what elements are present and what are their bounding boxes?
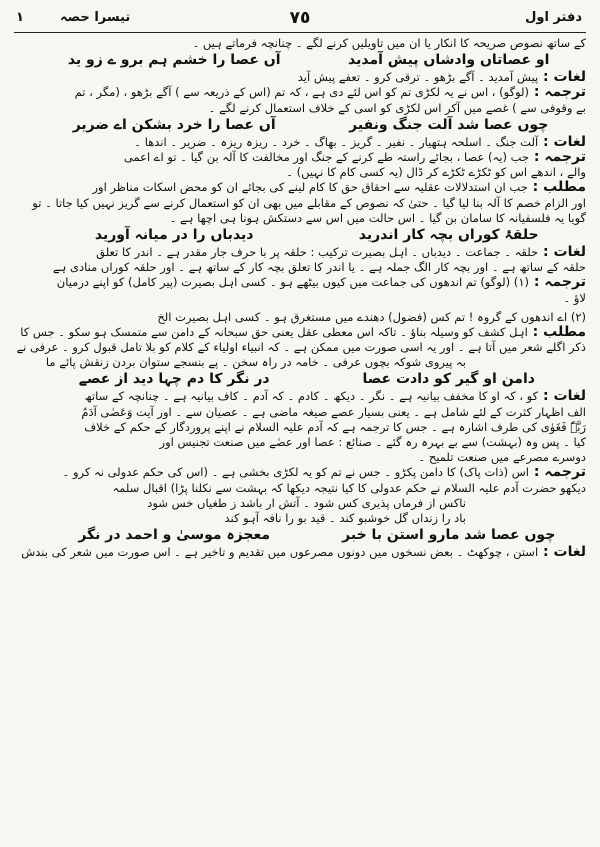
verse-couplet (14, 226, 586, 245)
text-line (14, 481, 586, 496)
line-text: جب (یہ) عصا ، بجائے راستہ طے کرنے کے جنگ اور مخالفت کا آلہ بن گیا ۔ تو اے اعمی (123, 150, 529, 165)
document-body (14, 36, 586, 560)
text-line (14, 85, 586, 100)
line-text: بے وقوفی سے ) غصے میں آکر اس لکڑی کو اسی کے خلاف استعمال کرنے لگے ۔ (208, 100, 586, 115)
text-line (14, 275, 586, 290)
text-line (14, 340, 586, 355)
section-label: مطلب : (527, 180, 586, 196)
verse-couplet (14, 51, 586, 70)
text-line (14, 310, 586, 325)
verse-couplet (14, 370, 586, 389)
text-line (14, 101, 586, 116)
quoted-verse: باد را زنداں گل خوشبو کند ۔ قید بو را نافہ آہو کند (224, 510, 466, 525)
text-line (14, 325, 586, 340)
line-text: دوسرے مصرعے میں صنعت تلمیح ۔ (418, 450, 586, 465)
text-line (14, 196, 586, 211)
line-text: حلقہ ۔ جماعت ۔ دیدباں ۔ اہل بصیرت ترکیب : حلقہ پر با حرف جار مقدر ہے ۔ اندر کا تعلق (96, 245, 539, 260)
verse-first-hemistich: چوں عصا شد مارو استن با خبر (342, 526, 556, 543)
section-label: ترجمہ : (529, 85, 586, 101)
line-text: اس (ذات پاک) کا دامن پکڑو ۔ جس نے تم کو یہ لکڑی بخشی ہے ۔ (اس کی حکم عدولی نہ کرو ۔ (62, 465, 529, 480)
book-section-title: دفتر اول (525, 10, 582, 25)
part-title: تیسرا حصہ (60, 10, 131, 25)
section-label: مطلب : (527, 325, 586, 341)
page-number: ٧٥ (289, 8, 311, 28)
line-text: الف اظہار کثرت کے لئے شامل ہے ۔ یعنی بسیار عصے صیغہ ماضی ہے ۔ عصیان سے ۔ اور آیت وَعَصٰی آدَمُ (81, 404, 586, 419)
text-line (14, 405, 586, 420)
line-text: (۲) اے اندھوں کے گروہ ! تم کس (فضول) دھندے میں مستغرق ہو ۔ کسی اہل بصیرت الخ (157, 309, 586, 324)
text-line (14, 291, 586, 306)
line-text: پیش آمدید ۔ آگے بڑھو ۔ ترقی کرو ۔ تعفے پیش آید (297, 70, 539, 85)
line-text: لاؤ ۔ (563, 290, 586, 305)
verse-second-hemistich: معجزہ موسیٰ و احمد در نگر (78, 526, 271, 543)
text-line (14, 545, 586, 560)
page-header (14, 8, 586, 30)
text-line (14, 435, 586, 450)
verse-second-hemistich: آں عصا را خرد بشکن اے ضریر (72, 116, 276, 133)
quoted-verse: بہ پیروی شوکہ بچوں عرفی ۔ خامہ در راہ سخن ۔ پے بنسجے ستوان بردن زنقش پائے ما (45, 355, 466, 370)
line-text: (۱) (لوگو) تم اندھوں کی جماعت میں کیوں بیٹھے ہو ۔ کسی اہل بصیرت (پیر کامل) کو اپنے درمیان (56, 275, 529, 290)
line-text: کیا ۔ پس وہ (بہشت) سے بے بہرہ رہ گئے ۔ صنائع : عصا اور عصٰے میں صنعت تجنیس اور (159, 435, 586, 450)
text-line (14, 180, 586, 195)
text-line (14, 165, 586, 180)
section-label: لغات : (538, 134, 586, 150)
text-line (14, 135, 586, 150)
quoted-verse: ناکس از فرماں پذیری کس شود ۔ آتش ار باشد ز طغیاں خس شود (147, 495, 466, 510)
line-text: کے ساتھ نصوص صریحہ کا انکار یا ان میں تاویلیں کرنے لگے ۔ چنانچہ فرماتے ہیں ۔ (192, 36, 586, 50)
text-line (14, 36, 586, 51)
text-line (14, 465, 586, 480)
verse-couplet (14, 116, 586, 135)
line-text: آلت جنگ ۔ اسلحہ ہتھیار ۔ نفیر ۔ گریز ۔ بھاگ ۔ خرد ۔ ریزہ ریزہ ۔ ضریر ۔ اندھا ۔ (134, 134, 539, 149)
section-label: لغات : (538, 544, 586, 560)
line-text: دیکھو حضرت آدم علیہ السلام نے حکم عدولی کا کیا نتیجہ دیکھا کہ بہشت سے نکلنا پڑا) اقبال سلمہ (112, 480, 586, 495)
text-line (14, 70, 586, 85)
verse-first-hemistich: دامن او گیر کو دادت عصا (362, 371, 535, 388)
line-text: (لوگو) ، اس نے یہ لکڑی تم کو اس لئے دی ہے ، کہ تم (اس کے ذریعہ سے ) آگے بڑھو ، (مگر ، تم (74, 85, 529, 100)
section-label: ترجمہ : (529, 465, 586, 481)
line-text: اور الزام خصم کا آلہ بنا لیا گیا ۔ حتیٰ کہ نصوص کے مقابلے میں بھی ان کو استعمال کرنے سے گریز نہیں کیا جاتا ۔ تو (32, 195, 586, 210)
section-label: ترجمہ : (529, 275, 586, 291)
section-label: لغات : (538, 70, 586, 86)
text-line (14, 245, 586, 260)
verse-second-hemistich: دیدباں را در میانہ آورید (94, 227, 254, 244)
verse-second-hemistich: آں عصا را خشم ہم برو ے زو ید (67, 52, 281, 69)
line-text: جب ان استدلالات عقلیہ سے احقاق حق کا کام لینے کی بجائے ان کو محض اسکات مناظر اور (92, 180, 528, 195)
verse-first-hemistich: او عصاتاں وادشاں پیش آمدید (348, 52, 550, 69)
text-line (14, 260, 586, 275)
line-text: اہل کشف کو وسیلہ بناؤ ۔ تاکہ اس معطی عقل یعنی حق سبحانہ کے دامن سے متمسک ہو سکو ۔ جس کا (20, 325, 528, 340)
section-label: لغات : (538, 389, 586, 405)
section-label: لغات : (538, 245, 586, 261)
verse-second-hemistich: در نگر کا دم چہا دید از عصے (78, 371, 270, 388)
line-text: حلقہ کے ساتھ ہے ۔ اور بچہ کار الگ جملہ ہے ۔ یا اندر کا تعلق بچہ کار کے ساتھ ہے ۔ اور حلقہ کوراں منادی ہے (52, 260, 586, 275)
line-text: والے ، اندھے اس کو ٹکڑے ٹکڑے کر ڈال (یہ کسی کام کا نہیں) ۔ (286, 165, 586, 180)
line-text: کو ، کہ او کا مخفف بیانیہ ہے ۔ نگر ۔ دیکھ ۔ کادم ۔ کہ آدم ۔ کاف بیانیہ ہے ۔ چنانچہ کے ساتھ (84, 389, 539, 404)
header-rule (14, 32, 586, 33)
text-line (14, 150, 586, 165)
section-label: ترجمہ : (529, 150, 586, 166)
text-line (14, 389, 586, 404)
line-text: گویا یہ فلسفیانہ کا سامان بن گیا ۔ اس حالت میں اس سے دستکش ہونا ہی اچھا ہے ۔ (169, 210, 586, 225)
edge-mark: ١ (16, 10, 24, 25)
verse-first-hemistich: چوں عصا شد آلت جنگ ونفیر (349, 116, 549, 133)
verse-first-hemistich: حلقۂ کوراں بچہ کار اندرید (358, 227, 539, 244)
text-line (14, 420, 586, 435)
line-text: ذکر اگلے شعر میں آتا ہے ۔ اور یہ اسی صورت میں ممکن ہے ۔ کہ انبیاء اولیاء کے کلام کو بلا تامل قبول کرو ۔ عرفی نے (16, 340, 586, 355)
text-line (14, 211, 586, 226)
text-line (14, 450, 586, 465)
line-text: رَبَّہٗ فَغَوٰی کی طرف اشارہ ہے ۔ جس کا ترجمہ ہے کہ آدم علیہ السلام نے اپنے پروردگار کے حکم کے خلاف (84, 419, 586, 434)
verse-couplet (14, 526, 586, 545)
line-text: استن ، چوکھٹ ۔ بعض نسخوں میں دونوں مصرعوں میں تقدیم و تاخیر ہے ۔ اس صورت میں شعر کی بندش (21, 544, 539, 559)
